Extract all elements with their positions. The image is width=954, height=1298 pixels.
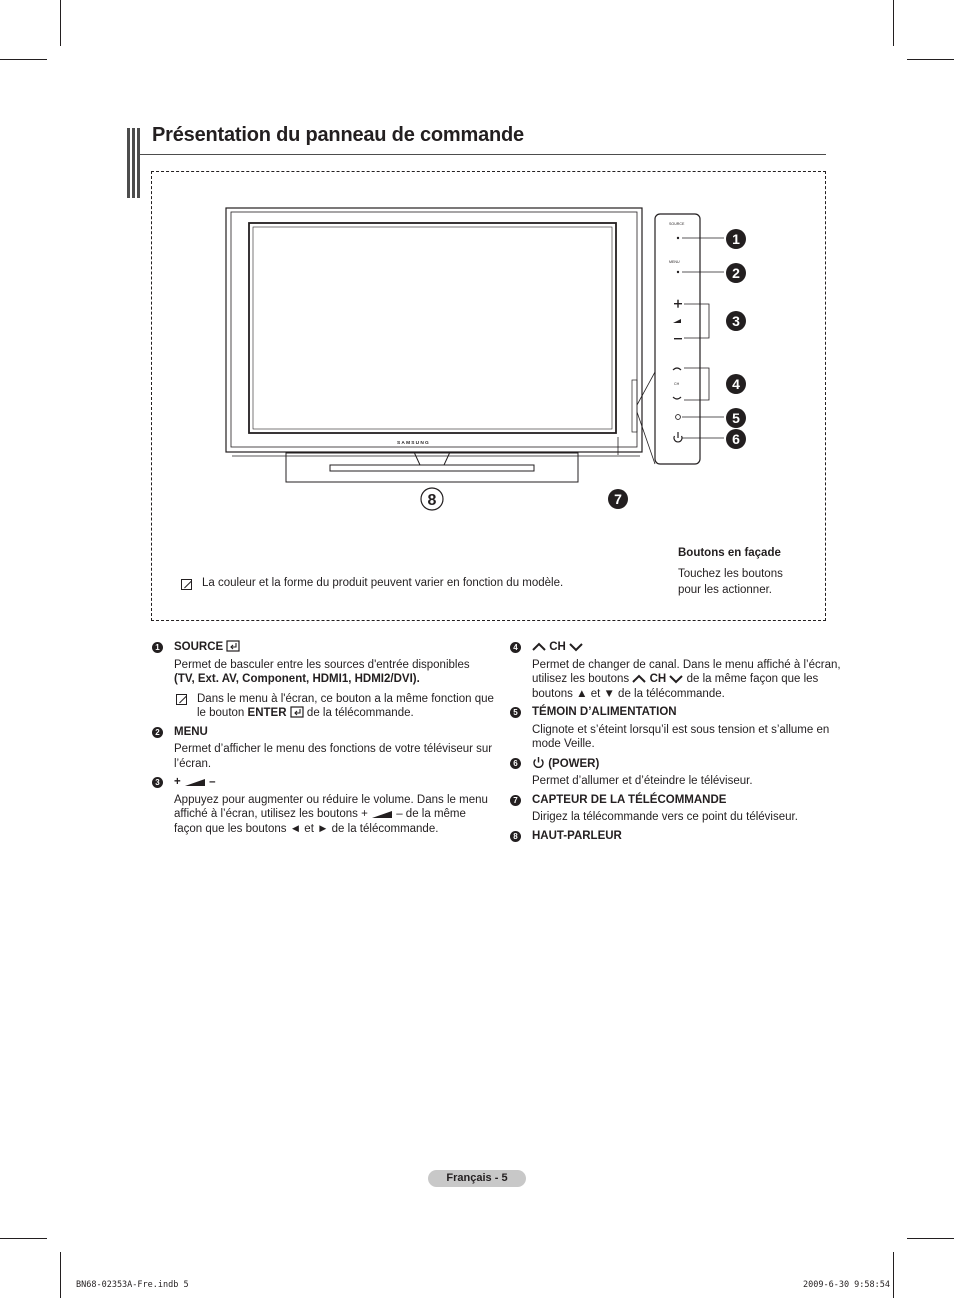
item-number: 1 xyxy=(152,642,163,653)
callout-2: 2 xyxy=(732,265,740,281)
source-enter-icon xyxy=(226,640,240,652)
tv-frame xyxy=(226,208,642,452)
figure-box xyxy=(151,171,826,621)
enter-icon xyxy=(290,706,304,718)
panel-pointer-top xyxy=(637,372,655,405)
source-note xyxy=(174,692,496,721)
tv-screen-inner xyxy=(253,227,612,429)
list-item-speaker xyxy=(509,829,854,844)
list-item-power-indicator xyxy=(509,705,854,752)
source-note-text: Dans le menu à l'écran, ce bouton a la même fonction que le bouton xyxy=(197,692,494,719)
item-desc: Permet de basculer entre les sources d'entrée disponibles xyxy=(174,658,470,671)
crop-mark xyxy=(60,0,61,46)
item-desc: Permet d’allumer et d’éteindre le téléviseur. xyxy=(532,775,753,787)
list-item-source xyxy=(151,640,496,721)
item-head: TÉMOIN D’ALIMENTATION xyxy=(532,706,677,718)
item-desc xyxy=(174,793,496,837)
enter-label: ENTER xyxy=(247,707,287,719)
tv-brand-logo: SAMSUNG xyxy=(397,441,430,446)
item-head xyxy=(532,640,854,655)
tv-bezel xyxy=(231,212,637,447)
callout-4: 4 xyxy=(732,376,740,392)
note-icon xyxy=(181,579,192,590)
speaker-grille xyxy=(330,465,534,471)
item-head xyxy=(174,640,496,655)
source-note-end: de la télécommande. xyxy=(306,707,414,719)
figure-note: La couleur et la forme du produit peuvent varier en fonction du modèle. xyxy=(202,577,564,589)
callout-3: 3 xyxy=(732,313,740,329)
front-buttons-desc: Touchez les boutons pour les actionner. xyxy=(678,568,783,596)
minus-label: – xyxy=(209,776,216,788)
item-desc xyxy=(532,658,854,702)
note-icon xyxy=(176,694,187,705)
tv-screen xyxy=(249,223,616,433)
panel-menu-label: MENU xyxy=(669,260,680,264)
source-label: SOURCE xyxy=(174,641,224,653)
callout-5: 5 xyxy=(732,410,740,426)
item-number: 6 xyxy=(510,758,521,769)
item-desc: Permet d’afficher le menu des fonctions de votre téléviseur sur l’écran. xyxy=(174,743,493,770)
crop-mark xyxy=(907,59,954,60)
item-head: CAPTEUR DE LA TÉLÉCOMMANDE xyxy=(532,793,727,806)
ch-label: CH xyxy=(549,641,566,653)
panel-ch-label: CH xyxy=(674,382,680,386)
channel-desc-b: de la même façon que les boutons ▲ et ▼ de la télécommande. xyxy=(532,673,819,700)
item-list-left xyxy=(151,640,496,840)
item-number: 5 xyxy=(510,707,521,718)
item-number: 7 xyxy=(510,795,521,806)
panel-source-label: SOURCE xyxy=(669,222,685,226)
list-item-power xyxy=(509,756,854,789)
callout-6: 6 xyxy=(732,431,740,447)
page-number-badge: Français - 5 xyxy=(428,1170,526,1187)
crop-mark xyxy=(907,1238,954,1239)
item-desc-sources: (TV, Ext. AV, Component, HDMI1, HDMI2/DVI). xyxy=(174,673,420,685)
chevron-down-icon xyxy=(669,674,683,684)
item-number: 4 xyxy=(510,642,521,653)
crop-mark xyxy=(893,1252,894,1298)
callout-7: 7 xyxy=(614,491,622,507)
side-button-strip xyxy=(632,380,637,432)
item-number: 2 xyxy=(152,727,163,738)
ch-inline-label: CH xyxy=(649,673,667,685)
slug-stamp: 2009-6-30 9:58:54 xyxy=(803,1280,890,1290)
crop-mark xyxy=(0,59,47,60)
callout-8: 8 xyxy=(427,492,437,509)
slug-file: BN68-02353A-Fre.indb 5 xyxy=(76,1280,189,1290)
crop-mark xyxy=(60,1252,61,1298)
list-item-remote-sensor xyxy=(509,793,854,825)
title-rule xyxy=(140,154,826,155)
item-number: 3 xyxy=(152,777,163,788)
power-icon xyxy=(532,756,545,769)
chevron-down-icon xyxy=(569,642,583,652)
crop-mark xyxy=(893,0,894,46)
crop-mark xyxy=(0,1238,47,1239)
item-head xyxy=(174,775,496,790)
list-item-volume xyxy=(151,775,496,836)
item-head: HAUT-PARLEUR xyxy=(532,829,622,842)
item-head: MENU xyxy=(174,725,208,738)
item-number: 8 xyxy=(510,831,521,842)
volume-icon xyxy=(371,809,393,819)
front-buttons-title: Boutons en façade xyxy=(678,547,781,559)
list-item-menu xyxy=(151,725,496,772)
item-desc: Dirigez la télécommande vers ce point du téléviseur. xyxy=(532,811,798,823)
volume-desc-a: Appuyez pour augmenter ou réduire le volume. Dans le menu affiché à l’écran, utilisez les boutons + xyxy=(174,793,488,820)
volume-desc-b: – de la même façon que les boutons ◄ et ► de la télécommande. xyxy=(174,808,466,835)
item-desc: Clignote et s’éteint lorsqu’il est sous tension et s’allume en mode Veille. xyxy=(532,723,830,750)
item-list-right xyxy=(509,640,854,847)
power-label: (POWER) xyxy=(548,757,600,770)
chevron-up-icon xyxy=(632,674,646,684)
title-accent-bar xyxy=(127,128,140,198)
chevron-up-icon xyxy=(532,642,546,652)
page-title: Présentation du panneau de commande xyxy=(152,124,524,146)
list-item-channel xyxy=(509,640,854,701)
channel-desc-a: Permet de changer de canal. Dans le menu affiché à l’écran, utilisez les boutons xyxy=(532,658,841,685)
stand-neck xyxy=(414,452,450,465)
plus-label: + xyxy=(174,776,181,788)
callout-1: 1 xyxy=(732,231,740,247)
volume-icon xyxy=(184,777,206,787)
item-head xyxy=(532,756,854,772)
